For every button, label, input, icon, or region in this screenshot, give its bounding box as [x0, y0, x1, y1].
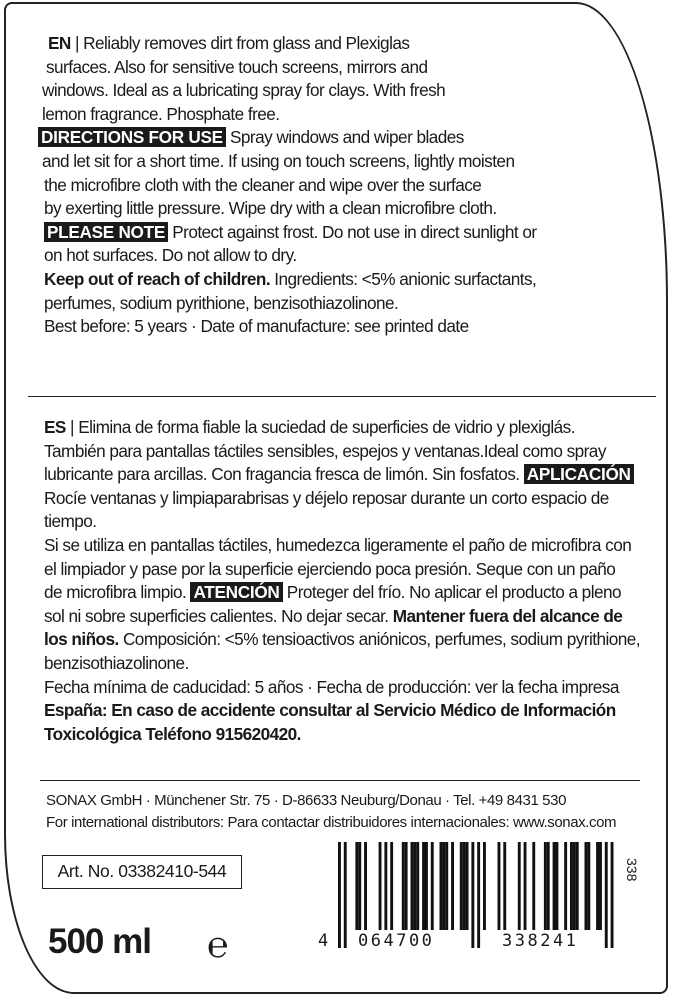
en-ingredients-line-2: perfumes, sodium pyrithione, benzisothiazolinone. — [44, 292, 399, 313]
please-note-heading: PLEASE NOTE — [44, 222, 168, 242]
directions-heading: DIRECTIONS FOR USE — [38, 127, 226, 147]
en-intro-line-2: surfaces. Also for sensitive touch screens, mirrors and — [46, 56, 428, 77]
es-fecha: Fecha mínima de caducidad: 5 años · Fecha de producción: ver la fecha impresa — [44, 676, 619, 697]
estimated-sign-icon: ℮ — [207, 924, 229, 965]
es-aplicacion-line-1: Rocíe ventanas y limpiaparabrisas y déjelo reposar durante un corto espacio de tiempo. — [44, 487, 609, 532]
barcode-guard-bar — [611, 842, 614, 948]
en-directions-line-3: the microfibre cloth with the cleaner and wipe over the surface — [44, 174, 482, 195]
barcode-bar — [596, 842, 599, 930]
mantener-warning-1: Mantener fuera del alcance de — [392, 605, 623, 626]
atencion-heading: ATENCIÓN — [190, 582, 282, 602]
barcode-bar — [564, 842, 567, 930]
barcode-guard-bar — [344, 842, 347, 948]
es-intro-line-3: lubricante para arcillas. Con fragancia fresca de limón. Sin fosfatos. APLICACIÓN — [44, 463, 664, 487]
barcode-guard-bar — [338, 842, 341, 948]
barcode-bar — [364, 842, 367, 930]
article-number-box: Art. No. 03382410-544 — [42, 855, 242, 889]
en-intro-line-1: EN | Reliably removes dirt from glass and Plexiglas — [48, 33, 410, 53]
barcode-bar — [556, 842, 559, 930]
mantener-warning-2: los niños. — [44, 629, 119, 650]
barcode-bar — [463, 842, 466, 930]
es-tag: ES — [44, 417, 66, 437]
barcode-first-digit: 4 — [318, 931, 331, 951]
en-directions-line-4: by exerting little pressure. Wipe dry with a clean microfibre cloth. — [44, 198, 497, 219]
en-directions-line-1: DIRECTIONS FOR USE Spray windows and wiper blades — [38, 126, 638, 150]
barcode-bar — [518, 842, 521, 930]
en-intro-line-4: lemon fragrance. Phosphate free. — [42, 103, 280, 124]
es-intro-line-2: También para pantallas táctiles sensibles, espejos y ventanas.Ideal como spray — [44, 440, 606, 461]
barcode-bar — [503, 842, 506, 930]
barcode-bar — [411, 842, 414, 930]
en-best-before: Best before: 5 years · Date of manufacture: see printed date — [44, 316, 469, 337]
barcode-bar — [390, 842, 393, 930]
barcode-bar — [460, 842, 463, 930]
barcode-bar — [358, 842, 361, 930]
en-note-line-1: PLEASE NOTE Protect against frost. Do not use in direct sunlight or — [38, 221, 638, 245]
barcode-bar — [355, 842, 358, 930]
es-composicion-line-1: los niños. Composición: <5% tensioactivos aniónicos, perfumes, sodium pyrithione, — [44, 629, 640, 650]
barcode-bar — [599, 842, 602, 930]
barcode-bar — [547, 842, 550, 930]
en-intro-line-3: windows. Ideal as a lubricating spray for clays. With fresh — [42, 80, 446, 101]
barcode-bar — [573, 842, 576, 930]
es-aplicacion-line-3: el limpiador y pase por la superficie ejerciendo poca presión. Seque con un paño — [44, 558, 616, 579]
barcode-bar — [576, 842, 579, 930]
en-note-line-2: on hot surfaces. Do not allow to dry. — [44, 245, 297, 266]
es-composicion-line-2: benzisothiazolinone. — [44, 652, 189, 673]
barcode-bar — [425, 842, 428, 930]
barcode-bar — [402, 842, 405, 930]
en-directions-line-2: and let sit for a short time. If using on touch screens, lightly moisten — [42, 150, 515, 171]
barcode-bar — [532, 842, 535, 930]
distributors-info: For international distributors: Para contactar distribuidores internacionales: www.sonax.com — [46, 814, 617, 831]
aplicacion-heading: APLICACIÓN — [524, 464, 634, 484]
barcode-bar — [442, 842, 445, 930]
es-aplicacion-line-4: de microfibra limpio. ATENCIÓN Proteger del frío. No aplicar el producto a pleno — [44, 582, 621, 603]
en-tag: EN — [48, 33, 71, 53]
barcode-bar — [553, 842, 556, 930]
keep-out-warning: Keep out of reach of children. — [44, 268, 271, 289]
barcode-bar — [379, 842, 382, 930]
es-espana-line-1: España: En caso de accidente consultar al Servicio Médico de Información — [44, 700, 616, 721]
spanish-section — [44, 416, 664, 746]
barcode-bar — [384, 842, 387, 930]
barcode-left-group: 064700 — [358, 931, 435, 951]
barcode-bar — [440, 842, 443, 930]
barcode-bar — [416, 842, 419, 930]
barcode-bar — [483, 842, 486, 930]
barcode-bar — [544, 842, 547, 930]
barcode-guard-bar — [471, 842, 474, 948]
es-espana-line-2: Toxicológica Teléfono 915620420. — [44, 723, 301, 744]
en-ingredients-line-1: Keep out of reach of children. Ingredients: <5% anionic surfactants, — [44, 268, 537, 289]
barcode-bar — [585, 842, 588, 930]
company-address: SONAX GmbH · Münchener Str. 75 · D-86633 Neuburg/Donau · Tel. +49 8431 530 — [46, 792, 567, 809]
section-divider-2 — [40, 780, 640, 781]
es-atencion-line-2: sol ni sobre superficies calientes. No dejar secar. Mantener fuera del alcance de — [44, 605, 623, 626]
barcode-bar — [413, 842, 416, 930]
company-section — [46, 790, 656, 834]
barcode-bar — [422, 842, 425, 930]
es-aplicacion-line-2: Si se utiliza en pantallas táctiles, humedezca ligeramente el paño de microfibra con — [44, 534, 632, 555]
english-section — [38, 32, 638, 339]
barcode-bar — [498, 842, 501, 930]
barcode-right-group: 338241 — [502, 931, 579, 951]
barcode-bar — [466, 842, 469, 930]
barcode-bar — [445, 842, 448, 930]
barcode-bar — [524, 842, 527, 930]
es-intro-line-1: ES | Elimina de forma fiable la suciedad de superficies de vidrio y plexiglás. — [44, 417, 575, 437]
barcode-bar — [431, 842, 434, 930]
barcode-bar — [405, 842, 408, 930]
barcode-bar — [451, 842, 454, 930]
section-divider-1 — [28, 396, 656, 397]
barcode-bar — [570, 842, 573, 930]
barcode-side-code: 338 — [624, 858, 640, 882]
volume-label: 500 ml — [48, 922, 151, 961]
barcode-guard-bar — [605, 842, 608, 948]
barcode-guard-bar — [477, 842, 480, 948]
barcode-bar — [587, 842, 590, 930]
